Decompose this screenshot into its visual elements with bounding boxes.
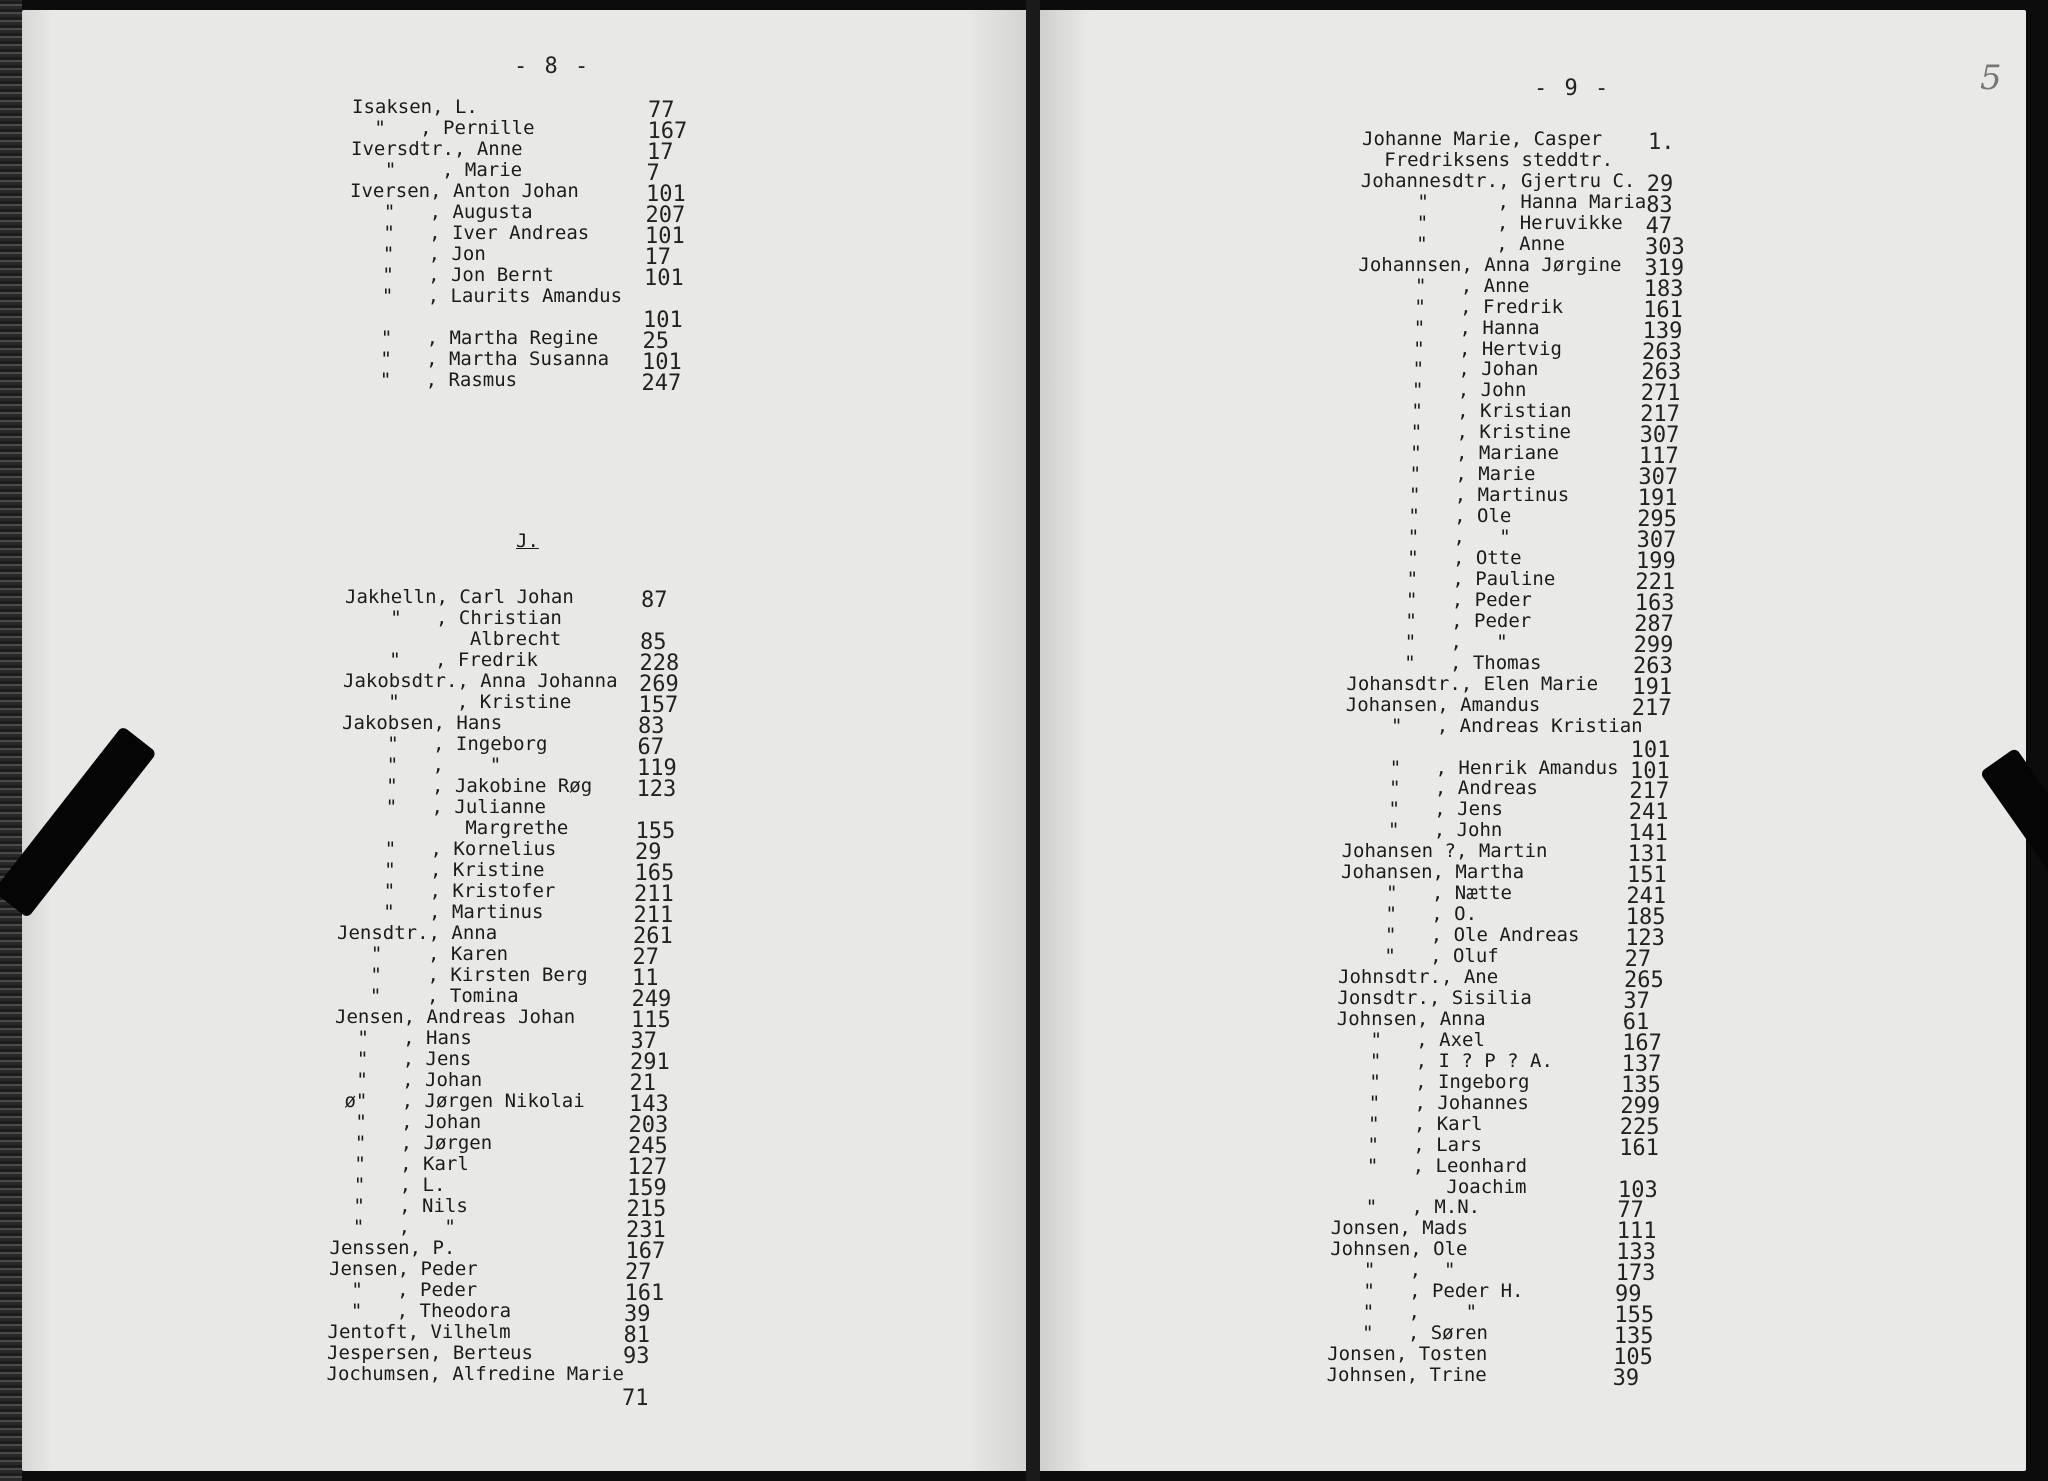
- entry-page-number: 155: [1614, 1303, 1655, 1329]
- entry-name: " , Karl: [331, 1153, 469, 1175]
- entry-name: " , Johan: [332, 1111, 482, 1133]
- entry-page-number: 29: [1646, 171, 1674, 197]
- entry-name: Joachim: [1332, 1175, 1527, 1198]
- entry-name: Johnsen, Trine: [1326, 1364, 1487, 1387]
- entry-name: " , Hertvig: [1356, 337, 1562, 360]
- entry-page-number: 207: [645, 203, 686, 228]
- entry-page-number: 37: [1623, 988, 1650, 1014]
- entry-name: " , I ? P ? A.: [1335, 1049, 1553, 1072]
- entry-page-number: 71: [622, 1386, 649, 1411]
- entry-page-number: 21: [629, 1071, 656, 1096]
- entry-page-number: 211: [634, 882, 674, 907]
- entry-page-number: 167: [647, 119, 688, 144]
- entry-page-number: 167: [625, 1239, 666, 1264]
- entry-name: " , O.: [1339, 903, 1478, 926]
- entry-page-number: 99: [1615, 1282, 1642, 1308]
- entry-name: " , Kristine: [338, 859, 545, 881]
- entry-name: Jentoft, Vilhelm: [327, 1321, 511, 1343]
- entry-name: " , Jakobine Røg: [340, 775, 593, 797]
- entry-page-number: 191: [1637, 486, 1678, 512]
- entry-page-number: 133: [1616, 1240, 1656, 1266]
- entry-name: " , Iver Andreas: [349, 222, 590, 244]
- entry-page-number: 161: [1619, 1135, 1659, 1161]
- section-letter-j: J.: [516, 530, 539, 552]
- entry-page-number: 143: [629, 1092, 669, 1117]
- entry-name: " , ": [1350, 526, 1511, 549]
- entry-page-number: 115: [631, 1008, 671, 1033]
- entry-name: " , Oluf: [1338, 945, 1499, 968]
- entry-page-number: 221: [1635, 569, 1676, 595]
- entry-page-number: 183: [1643, 276, 1684, 302]
- entry-page-number: 303: [1645, 234, 1685, 260]
- entry-page-number: 161: [1643, 297, 1683, 323]
- entry-page-number: 247: [641, 371, 682, 396]
- entry-page-number: 27: [1624, 947, 1652, 973]
- entry-name: " , Leonhard: [1332, 1154, 1528, 1177]
- entry-name: Jensdtr., Anna: [337, 922, 498, 944]
- entry-name: " , Martha Regine: [346, 327, 599, 349]
- entry-page-number: 127: [627, 1155, 668, 1180]
- entry-name: " , Lars: [1333, 1133, 1482, 1156]
- entry-name: Johanne Marie, Casper: [1362, 128, 1603, 150]
- entry-page-number: 83: [1646, 192, 1673, 218]
- entry-page-number: 263: [1642, 339, 1682, 365]
- entry-name: Jonsdtr., Sisilia: [1337, 986, 1532, 1009]
- entry-name: Jensen, Andreas Johan: [335, 1006, 576, 1028]
- entry-name: Johnsdtr., Ane: [1338, 966, 1499, 988]
- entry-page-number: 25: [642, 329, 669, 354]
- entry-name: Jespersen, Berteus: [327, 1342, 533, 1364]
- entry-name: " , Ole Andreas: [1339, 924, 1580, 947]
- entry-name: Johansen, Martha: [1341, 861, 1525, 884]
- entry-page-number: 261: [633, 924, 673, 949]
- entry-name: " , Jens: [1342, 798, 1503, 821]
- entry-name: Jakobsdtr., Anna Johanna: [343, 670, 618, 692]
- entry-page-number: 39: [1612, 1366, 1640, 1392]
- entry-page-number: 299: [1620, 1093, 1661, 1119]
- entry-name: " , ": [1329, 1259, 1456, 1282]
- entry-page-number: 155: [635, 819, 676, 844]
- entry-page-number: 241: [1626, 884, 1667, 910]
- entry-name: " , ": [1328, 1301, 1478, 1324]
- entry-name: " , John: [1342, 819, 1503, 842]
- entry-page-number: 217: [1640, 402, 1680, 428]
- entry-page-number: 307: [1636, 528, 1677, 554]
- entry-name: " , Marie: [1352, 463, 1536, 486]
- entry-page-number: 203: [628, 1113, 669, 1138]
- entry-page-number: 93: [623, 1344, 650, 1369]
- entry-name: " , M.N.: [1331, 1196, 1481, 1219]
- entry-name: " , Fredrik: [343, 649, 538, 671]
- entry-name: " , Hanna: [1356, 316, 1540, 339]
- entry-page-number: 215: [626, 1197, 667, 1222]
- entry-name: " , Martinus: [337, 901, 544, 923]
- entry-page-number: 269: [639, 672, 679, 697]
- entry-name: Jenssen, P.: [329, 1237, 456, 1259]
- entry-name: Johansen, Amandus: [1345, 693, 1541, 716]
- entry-name: " , Fredrik: [1357, 295, 1564, 318]
- entry-page-number: 307: [1638, 465, 1679, 491]
- entry-name: " , Peder: [1348, 609, 1532, 632]
- entry-name: " , ": [341, 754, 502, 776]
- entry-page-number: 135: [1621, 1072, 1661, 1098]
- entry-name: Jakobsen, Hans: [342, 712, 503, 734]
- entry-page-number: 101: [644, 266, 684, 291]
- entry-page-number: 245: [628, 1134, 668, 1159]
- entry-page-number: 105: [1613, 1345, 1653, 1371]
- entry-page-number: 241: [1628, 800, 1669, 826]
- entry-page-number: 159: [627, 1176, 667, 1201]
- entry-name: Iversdtr., Anne: [351, 138, 523, 160]
- entry-name: " , Marie: [350, 159, 523, 181]
- entry-name: " , Johan: [1355, 358, 1539, 381]
- entry-page-number: 7: [646, 161, 660, 186]
- entry-page-number: 29: [635, 840, 662, 865]
- entry-page-number: 173: [1615, 1261, 1656, 1287]
- entry-name: " , Martinus: [1351, 484, 1570, 507]
- entry-page-number: 61: [1622, 1009, 1650, 1035]
- entry-name: " , Jon Bernt: [348, 264, 554, 286]
- entry-page-number: 185: [1625, 905, 1666, 931]
- entry-page-number: 263: [1633, 653, 1673, 679]
- entry-page-number: 135: [1613, 1324, 1654, 1350]
- entry-name: Johansdtr., Elen Marie: [1346, 672, 1599, 695]
- entry-page-number: 163: [1634, 590, 1675, 616]
- entry-name: " , Kristine: [342, 691, 572, 713]
- entry-page-number: 101: [646, 182, 686, 207]
- entry-name: " , Pernille: [351, 117, 535, 139]
- left-page: [22, 10, 1026, 1471]
- entry-name: " , John: [1354, 379, 1527, 402]
- book-edge: [0, 0, 22, 1481]
- entry-page-number: 167: [1622, 1030, 1662, 1056]
- entry-page-number: 199: [1636, 549, 1676, 574]
- entry-name: Jonsen, Tosten: [1327, 1343, 1488, 1366]
- entry-page-number: 263: [1641, 360, 1682, 386]
- entry-page-number: 27: [625, 1260, 652, 1285]
- entry-name: " , Søren: [1327, 1322, 1488, 1345]
- entry-page-number: 151: [1627, 863, 1667, 889]
- entry-page-number: 123: [636, 777, 677, 802]
- entry-page-number: 291: [630, 1050, 670, 1075]
- entry-name: Isaksen, L.: [352, 96, 478, 118]
- book-gutter: [1026, 0, 1040, 1481]
- entry-name: " , Julianne: [340, 796, 546, 818]
- entry-page-number: 77: [1617, 1198, 1644, 1224]
- entry-name: Jochumsen, Alfredine Marie: [326, 1363, 624, 1385]
- entry-page-number: 101: [1630, 758, 1670, 784]
- entry-name: " , Kristian: [1354, 400, 1572, 423]
- entry-name: " , Christian: [344, 607, 562, 629]
- entry-page-number: 85: [640, 630, 667, 655]
- entry-name: " , Ole: [1351, 505, 1512, 528]
- entry-name: Johansen ?, Martin: [1341, 840, 1548, 863]
- entry-name: " , Peder: [328, 1279, 478, 1301]
- entry-name: " , Andreas Kristian: [1345, 714, 1643, 737]
- entry-page-number: 27: [632, 945, 659, 970]
- entry-name: " , Kornelius: [339, 838, 557, 860]
- entry-name: Jakhelln, Carl Johan: [345, 586, 574, 608]
- entry-name: " , Pauline: [1349, 567, 1556, 590]
- entry-name: " , Henrik Amandus: [1344, 756, 1619, 779]
- entry-page-number: 17: [647, 140, 674, 165]
- entry-name: Iversen, Anton Johan: [350, 180, 579, 202]
- entry-name: Fredriksens steddtr.: [1361, 148, 1614, 171]
- entry-page-number: 231: [626, 1218, 666, 1243]
- entry-name: " , Jørgen: [332, 1132, 493, 1154]
- entry-page-number: 101: [642, 350, 682, 375]
- entry-name: " , Tomina: [335, 985, 519, 1007]
- entry-name: " , Peder H.: [1329, 1280, 1524, 1303]
- entry-name: " , Jens: [334, 1048, 472, 1070]
- entry-page-number: 225: [1619, 1114, 1660, 1140]
- entry-name: " , Karen: [336, 943, 509, 965]
- entry-name: " , ": [330, 1216, 456, 1238]
- entry-name: " , Johan: [333, 1069, 483, 1091]
- entry-name: " , Kirsten Berg: [336, 964, 588, 986]
- entry-page-number: 265: [1624, 968, 1664, 993]
- entry-page-number: 139: [1642, 318, 1683, 344]
- entry-name: Johannesdtr., Gjertru C.: [1360, 169, 1636, 192]
- entry-name: " , Otte: [1350, 547, 1522, 569]
- entry-page-number: 87: [641, 588, 668, 613]
- entry-page-number: 11: [632, 966, 659, 991]
- entry-page-number: 307: [1639, 423, 1680, 449]
- entry-name: Johnsen, Anna: [1336, 1007, 1486, 1030]
- entry-name: Jonsen, Mads: [1330, 1217, 1469, 1240]
- entry-page-number: 67: [637, 735, 664, 760]
- entry-name: " , Augusta: [349, 201, 533, 223]
- entry-page-number: 141: [1628, 821, 1668, 847]
- entry-name: " , Kristine: [1353, 421, 1571, 444]
- entry-name: " , ": [1347, 630, 1508, 653]
- entry-name: " , Nils: [330, 1195, 468, 1217]
- entry-name: " , Thomas: [1347, 651, 1542, 674]
- entry-name: " , Peder: [1348, 588, 1532, 611]
- entry-name: " , L.: [331, 1174, 446, 1196]
- entry-page-number: 39: [624, 1302, 651, 1327]
- entry-name: " , Jon: [348, 243, 486, 265]
- entry-name: " , Andreas: [1343, 777, 1538, 800]
- entry-page-number: 287: [1634, 611, 1674, 637]
- entry-page-number: 47: [1645, 213, 1673, 239]
- entry-page-number: 131: [1627, 842, 1668, 868]
- entry-name: " , Ingeborg: [1335, 1070, 1530, 1093]
- entry-page-number: 111: [1616, 1219, 1657, 1245]
- entry-name: " , Nætte: [1340, 882, 1512, 905]
- entry-page-number: 101: [1630, 737, 1671, 763]
- entry-name: " , Anne: [1359, 232, 1565, 255]
- entry-page-number: 119: [637, 756, 677, 781]
- entry-name: " , Hanna Maria: [1360, 190, 1647, 213]
- page-number-left: - 8 -: [514, 54, 591, 79]
- entry-page-number: 101: [643, 308, 683, 333]
- entry-page-number: 319: [1644, 255, 1685, 281]
- entry-page-number: 1.: [1648, 130, 1675, 155]
- entry-page-number: 217: [1629, 779, 1670, 805]
- entry-name: " , Anne: [1357, 274, 1530, 297]
- entry-name: " , Johannes: [1334, 1091, 1529, 1114]
- entry-page-number: 83: [638, 714, 665, 739]
- entry-page-number: 137: [1621, 1051, 1662, 1077]
- entry-name: Johnsen, Ole: [1330, 1238, 1468, 1261]
- entry-name: " , Hans: [334, 1027, 472, 1049]
- entry-page-number: 161: [624, 1281, 665, 1306]
- entry-name: " , Heruvikke: [1359, 211, 1623, 234]
- entry-name: " , Laurits Amandus: [347, 285, 623, 307]
- entry-page-number: 228: [639, 651, 680, 676]
- entry-page-number: 217: [1631, 695, 1672, 721]
- entry-name: " , Theodora: [328, 1300, 512, 1322]
- entry-name: Johannsen, Anna Jørgine: [1358, 253, 1622, 276]
- entry-page-number: 37: [630, 1029, 657, 1054]
- entry-page-number: 81: [623, 1323, 650, 1348]
- entry-name: Jensen, Peder: [329, 1258, 478, 1280]
- entry-page-number: 295: [1637, 507, 1677, 533]
- right-page: [1040, 10, 2026, 1471]
- entry-page-number: 17: [644, 245, 671, 270]
- entry-page-number: 191: [1632, 674, 1673, 700]
- corner-page-mark: 5: [1980, 58, 2002, 98]
- entry-page-number: 103: [1618, 1177, 1658, 1203]
- entry-name: " , Karl: [1333, 1112, 1483, 1135]
- entry-page-number: 211: [633, 903, 674, 928]
- entry-name: Albrecht: [344, 628, 562, 650]
- page-number-right: - 9 -: [1534, 76, 1611, 101]
- entry-name: " , Martha Susanna: [346, 348, 610, 370]
- entry-name: " , Ingeborg: [341, 733, 548, 755]
- entry-page-number: 77: [648, 98, 675, 123]
- entry-page-number: 271: [1640, 381, 1681, 407]
- entry-page-number: 123: [1625, 926, 1665, 952]
- entry-page-number: 117: [1639, 444, 1679, 470]
- entry-name: " , Kristofer: [338, 880, 556, 902]
- entry-name: " , Mariane: [1353, 442, 1559, 465]
- entry-name: ø" , Jørgen Nikolai: [333, 1090, 585, 1112]
- entry-page-number: 157: [638, 693, 679, 718]
- entry-page-number: 101: [645, 224, 685, 249]
- entry-page-number: 299: [1633, 632, 1674, 658]
- entry-name: Margrethe: [339, 817, 569, 839]
- entry-name: " , Rasmus: [345, 369, 518, 391]
- entry-name: " , Axel: [1336, 1028, 1485, 1051]
- entry-page-number: 249: [631, 987, 672, 1012]
- entry-page-number: 165: [634, 861, 675, 886]
